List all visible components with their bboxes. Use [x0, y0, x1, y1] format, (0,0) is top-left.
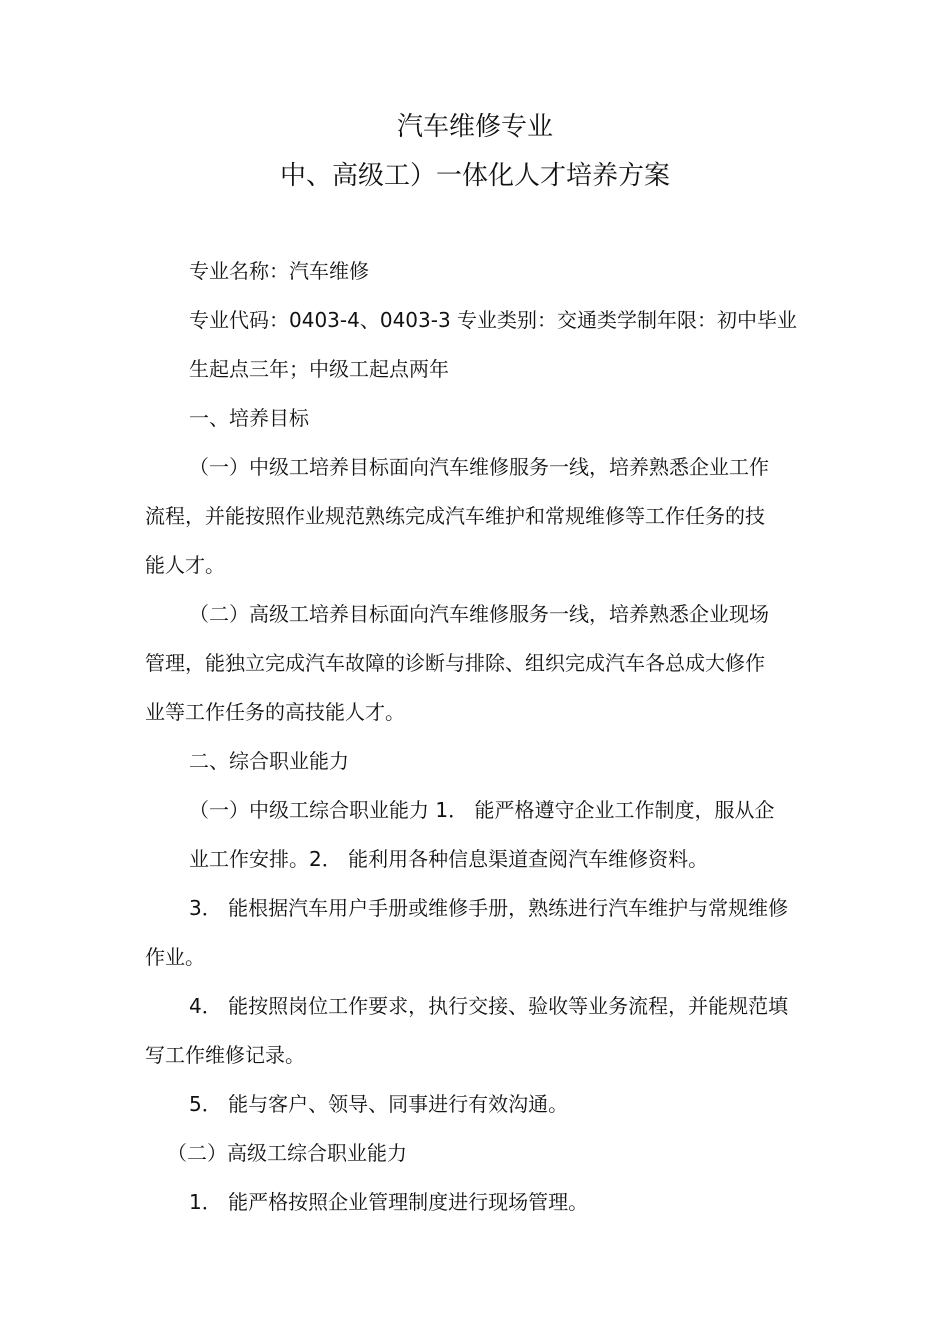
section1-heading: 一、培养目标 [189, 406, 309, 430]
goal1-line1: （一）中级工培养目标面向汽车维修服务一线，培养熟悉企业工作 [189, 455, 769, 479]
mid-ability-line1: （一）中级工综合职业能力 1． 能严格遵守企业工作制度，服从企 [189, 798, 775, 822]
senior-ability-heading: （二）高级工综合职业能力 [167, 1141, 407, 1165]
major-name: 专业名称：汽车维修 [189, 259, 369, 283]
goal1-line2: 流程，并能按照作业规范熟练完成汽车维护和常规维修等工作任务的技 [145, 504, 765, 528]
section2-heading: 二、综合职业能力 [189, 749, 349, 773]
major-code-line2: 生起点三年；中级工起点两年 [189, 357, 449, 381]
major-code-line1: 专业代码：0403-4、0403-3 专业类别：交通类学制年限：初中毕业 [189, 308, 798, 332]
goal2-line1: （二）高级工培养目标面向汽车维修服务一线，培养熟悉企业现场 [189, 602, 769, 626]
goal2-line2: 管理，能独立完成汽车故障的诊断与排除、组织完成汽车各总成大修作 [145, 651, 765, 675]
mid-item4-line1: 4． 能按照岗位工作要求，执行交接、验收等业务流程，并能规范填 [189, 994, 789, 1018]
document-title-line1: 汽车维修专业 [396, 112, 553, 142]
mid-item5: 5． 能与客户、领导、同事进行有效沟通。 [189, 1092, 569, 1116]
mid-ability-line2: 业工作安排。2． 能利用各种信息渠道查阅汽车维修资料。 [189, 847, 709, 871]
goal2-line3: 业等工作任务的高技能人才。 [145, 700, 405, 724]
senior-item1: 1． 能严格按照企业管理制度进行现场管理。 [189, 1190, 589, 1214]
document-title-line2: 中、高级工）一体化人才培养方案 [279, 161, 670, 191]
goal1-line3: 能人才。 [145, 553, 225, 577]
mid-item3-line1: 3． 能根据汽车用户手册或维修手册，熟练进行汽车维护与常规维修 [189, 896, 789, 920]
mid-item3-line2: 作业。 [145, 945, 205, 969]
mid-item4-line2: 写工作维修记录。 [145, 1043, 305, 1067]
